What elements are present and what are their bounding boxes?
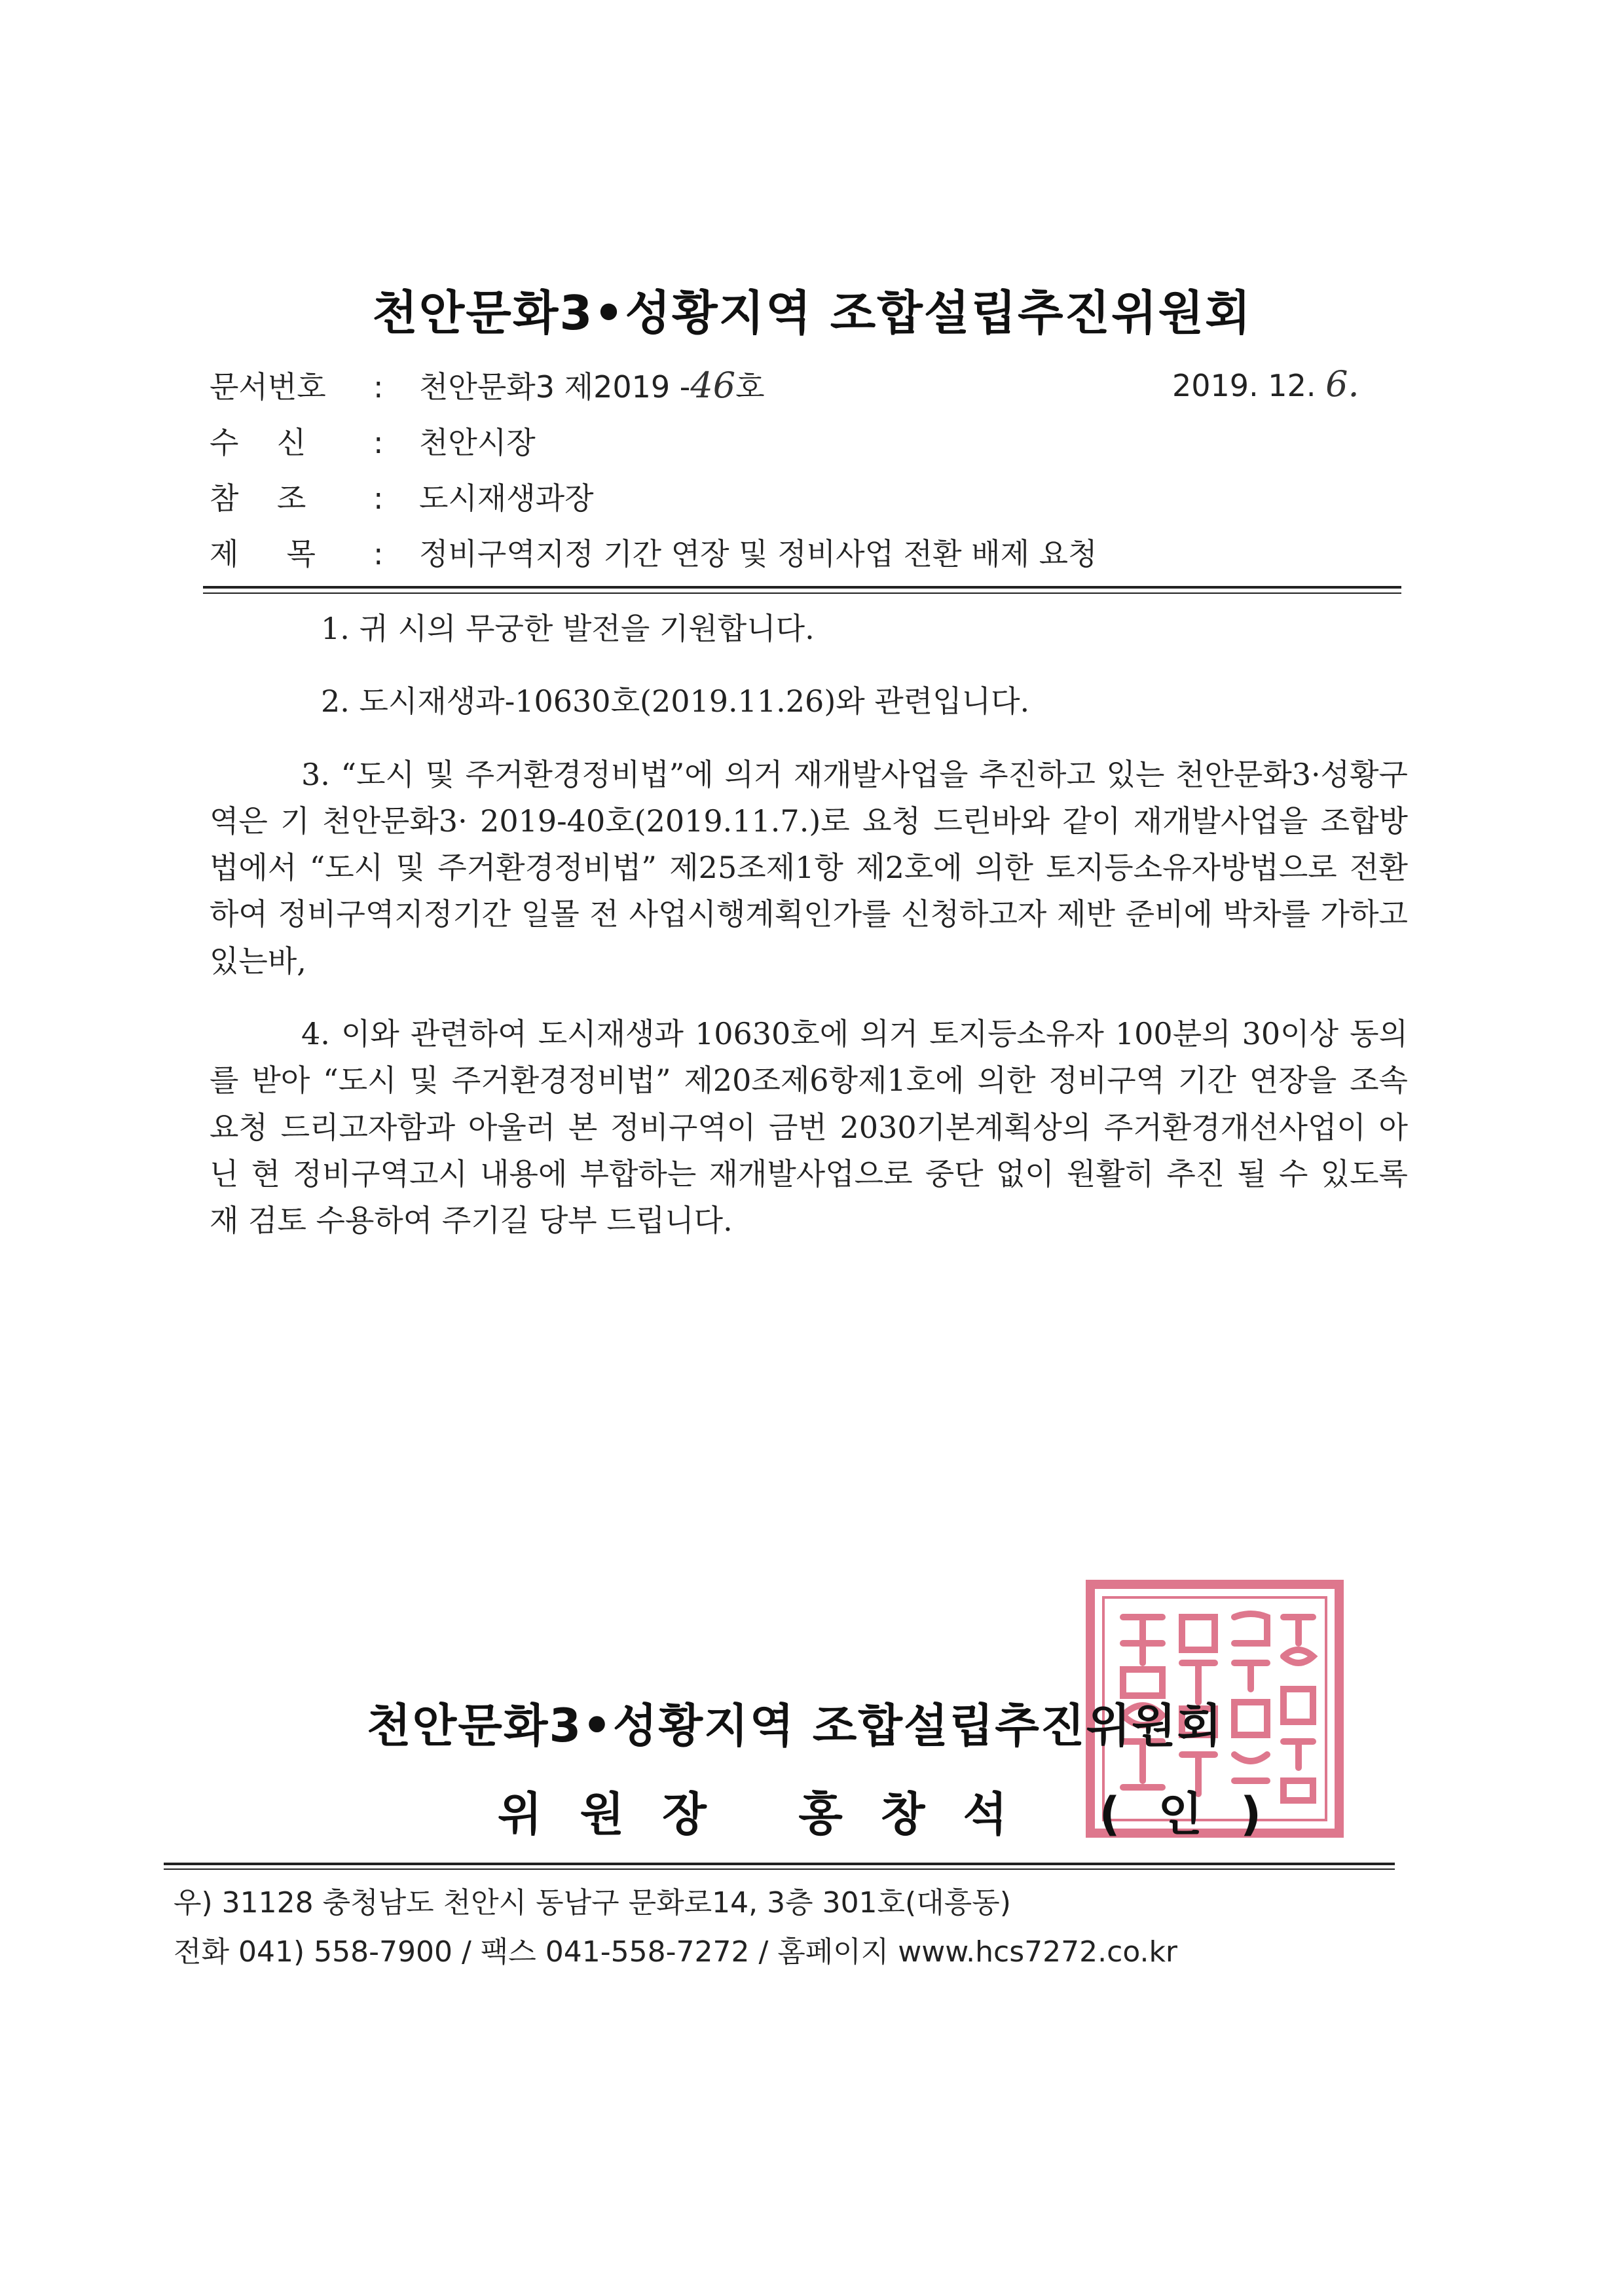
signature-name: 위원장 홍창석 (인) — [498, 1787, 1300, 1841]
date-printed: 2019. 12. — [1172, 368, 1316, 403]
body-paragraph-3: 3. “도시 및 주거환경정비법”에 의거 재개발사업을 추진하고 있는 천안문화3·성황구역은 기 천안문화3· 2019-40호(2019.11.7.)로 요청 드린바와 같이 재개발사업을 조합방법에서 “도시 및 주거환경정비법” 제25조제1항 제2호에 의한 토지등소유자방법으로 전환하여 정비구역지정기간 일몰 전 사업시행계획인가를 신청하고자 제반 준비에 박차를 가하고 있는바, — [210, 756, 1408, 979]
reference-row — [210, 475, 594, 518]
body-paragraph-4: 4. 이와 관련하여 도시재생과 10630호에 의거 토지등소유자 100분의 30이상 동의를 받아 “도시 및 주거환경정비법” 제20조제6항제1호에 의한 정비구역 기간 연장을 조속 요청 드리고자함과 아울러 본 정비구역이 금번 2030기본계획상의 주거환경개선사업이 아닌 현 정비구역고시 내용에 부합하는 재개발사업으로 중단 없이 원활히 추진 될 수 있도록 재 검토 수용하여 주기길 당부 드립니다. — [210, 1016, 1408, 1239]
recipient-label: 수 신 — [210, 425, 306, 460]
doc-number-row — [210, 363, 765, 407]
subject-value: 정비구역지정 기간 연장 및 정비사업 전환 배제 요청 — [419, 536, 1098, 572]
doc-number-label: 문서번호 — [210, 369, 326, 405]
date-handwritten: 6. — [1325, 363, 1359, 405]
footer-divider — [164, 1863, 1395, 1870]
header-divider — [203, 586, 1401, 594]
footer-address: 우) 31128 충청남도 천안시 동남구 문화로14, 3층 301호(대흥동) — [174, 1886, 1011, 1920]
reference-label: 참 조 — [210, 481, 306, 516]
doc-number-colon: : — [373, 369, 384, 405]
recipient-row — [210, 419, 536, 462]
signature-org: 천안문화3•성황지역 조합설립추진위원회 — [367, 1699, 1223, 1753]
document-header-org: 천안문화3•성황지역 조합설립추진위원회 — [372, 285, 1252, 340]
reference-colon: : — [373, 481, 384, 516]
subject-row — [210, 530, 1098, 574]
body-paragraph-1: 1. 귀 시의 무궁한 발전을 기원합니다. — [321, 611, 815, 646]
subject-label: 제 목 — [210, 536, 316, 572]
footer-contact: 전화 041) 558-7900 / 팩스 041-558-7272 / 홈페이지 www.hcs7272.co.kr — [174, 1935, 1178, 1969]
doc-number-suffix: 호 — [735, 369, 765, 405]
doc-number-value: 천안문화3 제2019 - — [419, 369, 691, 405]
body-paragraph-2: 2. 도시재생과-10630호(2019.11.26)와 관련입니다. — [321, 683, 1030, 720]
document-body — [210, 606, 1408, 1245]
document-date — [1172, 363, 1359, 405]
recipient-colon: : — [373, 425, 384, 460]
doc-number-handwritten: 46 — [690, 365, 736, 406]
subject-colon: : — [373, 536, 384, 572]
reference-value: 도시재생과장 — [419, 481, 594, 516]
recipient-value: 천안시장 — [419, 425, 536, 460]
